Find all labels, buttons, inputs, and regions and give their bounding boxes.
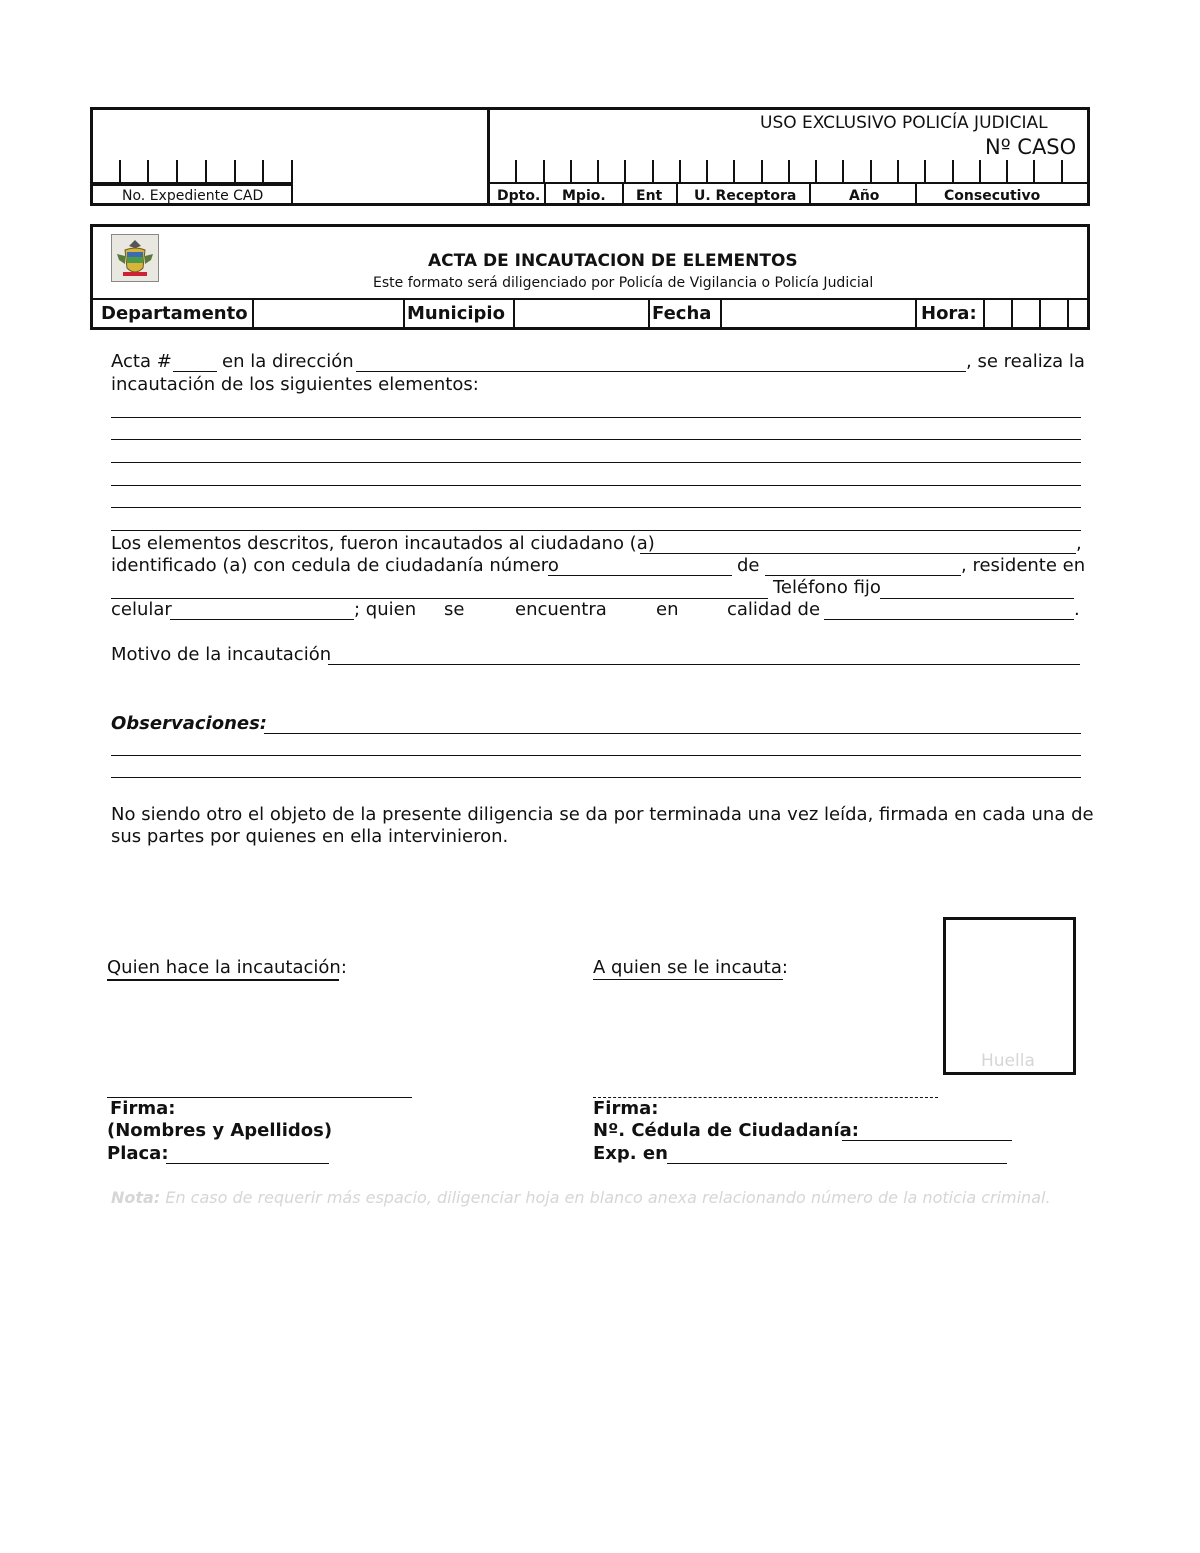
elementos-line-6[interactable] xyxy=(111,530,1081,531)
observaciones-line-1[interactable] xyxy=(264,733,1081,734)
fecha-field[interactable] xyxy=(723,300,914,328)
residente-en-label: , residente en xyxy=(961,555,1086,576)
cedula-number-field[interactable] xyxy=(548,575,732,576)
elementos-line-5[interactable] xyxy=(111,507,1081,508)
hora-field[interactable] xyxy=(985,300,1089,328)
code-sep-4 xyxy=(809,184,811,206)
observaciones-line-3[interactable] xyxy=(111,777,1081,778)
hora-label: Hora: xyxy=(921,303,977,324)
code-label-dpto: Dpto. xyxy=(497,188,541,204)
se-label: se xyxy=(444,599,465,620)
identificado-label: identificado (a) con cedula de ciudadanía número xyxy=(111,555,559,576)
code-label-consecutivo: Consecutivo xyxy=(944,188,1041,204)
code-label-receptora: U. Receptora xyxy=(694,188,797,204)
nota-text: En caso de requerir más espacio, diligenciar hoja en blanco anexa relacionando número de la noticia criminal. xyxy=(165,1188,1051,1207)
calidad-field[interactable] xyxy=(824,619,1074,620)
exp-en-field[interactable] xyxy=(667,1163,1007,1164)
fecha-label: Fecha xyxy=(652,303,712,324)
elementos-line-1[interactable] xyxy=(111,417,1081,418)
sep-municipio-end xyxy=(513,298,515,330)
observaciones-label: Observaciones: xyxy=(111,713,268,734)
page-title: ACTA DE INCAUTACION DE ELEMENTOS xyxy=(428,251,798,271)
elementos-line-3[interactable] xyxy=(111,462,1081,463)
nota-line xyxy=(111,1187,1051,1209)
code-sep-2 xyxy=(622,184,624,206)
case-code-cells[interactable] xyxy=(488,160,1090,184)
celular-label: celular xyxy=(111,599,172,620)
acta-number-field[interactable] xyxy=(173,371,217,372)
cierre-line-2: sus partes por quienes en ella intervinieron. xyxy=(111,826,509,847)
incautacion-line: incautación de los siguientes elementos: xyxy=(111,374,479,395)
quien-label: ; quien xyxy=(354,599,417,620)
cedula-expedida-field[interactable] xyxy=(765,575,961,576)
elementos-line-2[interactable] xyxy=(111,439,1081,440)
page-subtitle: Este formato será diligenciado por Policía de Vigilancia o Policía Judicial xyxy=(373,275,874,291)
code-label-mpio: Mpio. xyxy=(562,188,606,204)
cedula-label: Nº. Cédula de Ciudadanía: xyxy=(593,1120,859,1141)
de-label: de xyxy=(737,555,760,576)
sep-municipio-start xyxy=(403,298,405,330)
firma-left-label: Firma: xyxy=(110,1098,176,1119)
no-caso-label: Nº CASO xyxy=(985,135,1077,159)
ciudadano-label: Los elementos descritos, fueron incautados al ciudadano (a) xyxy=(111,533,655,554)
elementos-line-4[interactable] xyxy=(111,485,1081,486)
firma-right-label: Firma: xyxy=(593,1098,659,1119)
quien-hace-label: Quien hace la incautación: xyxy=(107,957,347,978)
ciudadano-field[interactable] xyxy=(640,553,1076,554)
sep-hora-start xyxy=(915,298,917,330)
en-label: en xyxy=(656,599,679,620)
code-sep-1 xyxy=(544,184,546,206)
expediente-label: No. Expediente CAD xyxy=(122,188,264,204)
observaciones-line-2[interactable] xyxy=(111,755,1081,756)
municipio-field[interactable] xyxy=(516,300,647,328)
se-realiza-label: , se realiza la xyxy=(966,351,1085,372)
code-sep-3 xyxy=(676,184,678,206)
telefono-fijo-field[interactable] xyxy=(880,598,1074,599)
sep-fecha-end xyxy=(720,298,722,330)
exp-en-label: Exp. en xyxy=(593,1143,668,1164)
sep-fecha-start xyxy=(648,298,650,330)
code-sep-5 xyxy=(915,184,917,206)
colombia-coat-of-arms-icon xyxy=(111,234,159,282)
nota-label: Nota: xyxy=(111,1188,161,1207)
expediente-cells[interactable] xyxy=(90,160,293,184)
header-divider xyxy=(487,107,490,206)
sep-departamento xyxy=(252,298,254,330)
encuentra-label: encuentra xyxy=(515,599,607,620)
motivo-label: Motivo de la incautación xyxy=(111,644,332,665)
direccion-field[interactable] xyxy=(356,371,966,372)
placa-field[interactable] xyxy=(166,1163,329,1164)
quien-hace-underline xyxy=(107,979,339,981)
calidad-de-label: calidad de xyxy=(727,599,821,620)
acta-prefix: Acta # xyxy=(111,351,172,372)
cierre-line-1: No siendo otro el objeto de la presente diligencia se da por terminada una vez leída, firmada en cada una de xyxy=(111,804,1094,825)
calidad-period: . xyxy=(1074,599,1080,620)
code-label-ano: Año xyxy=(849,188,880,204)
code-label-ent: Ent xyxy=(636,188,663,204)
huella-label: Huella xyxy=(981,1051,1035,1071)
uso-exclusivo-label: USO EXCLUSIVO POLICÍA JUDICIAL xyxy=(760,113,1048,133)
placa-label: Placa: xyxy=(107,1143,169,1164)
ciudadano-comma: , xyxy=(1076,533,1082,554)
departamento-label: Departamento xyxy=(101,303,248,324)
cedula-sign-field[interactable] xyxy=(842,1140,1012,1141)
telefono-fijo-label: Teléfono fijo xyxy=(773,577,881,598)
en-la-direccion-label: en la dirección xyxy=(222,351,354,372)
departamento-field[interactable] xyxy=(255,300,402,328)
motivo-field[interactable] xyxy=(328,664,1080,665)
a-quien-underline xyxy=(593,979,783,980)
nombres-label: (Nombres y Apellidos) xyxy=(107,1120,333,1141)
celular-field[interactable] xyxy=(170,619,354,620)
municipio-label: Municipio xyxy=(407,303,505,324)
a-quien-label: A quien se le incauta: xyxy=(593,957,788,978)
